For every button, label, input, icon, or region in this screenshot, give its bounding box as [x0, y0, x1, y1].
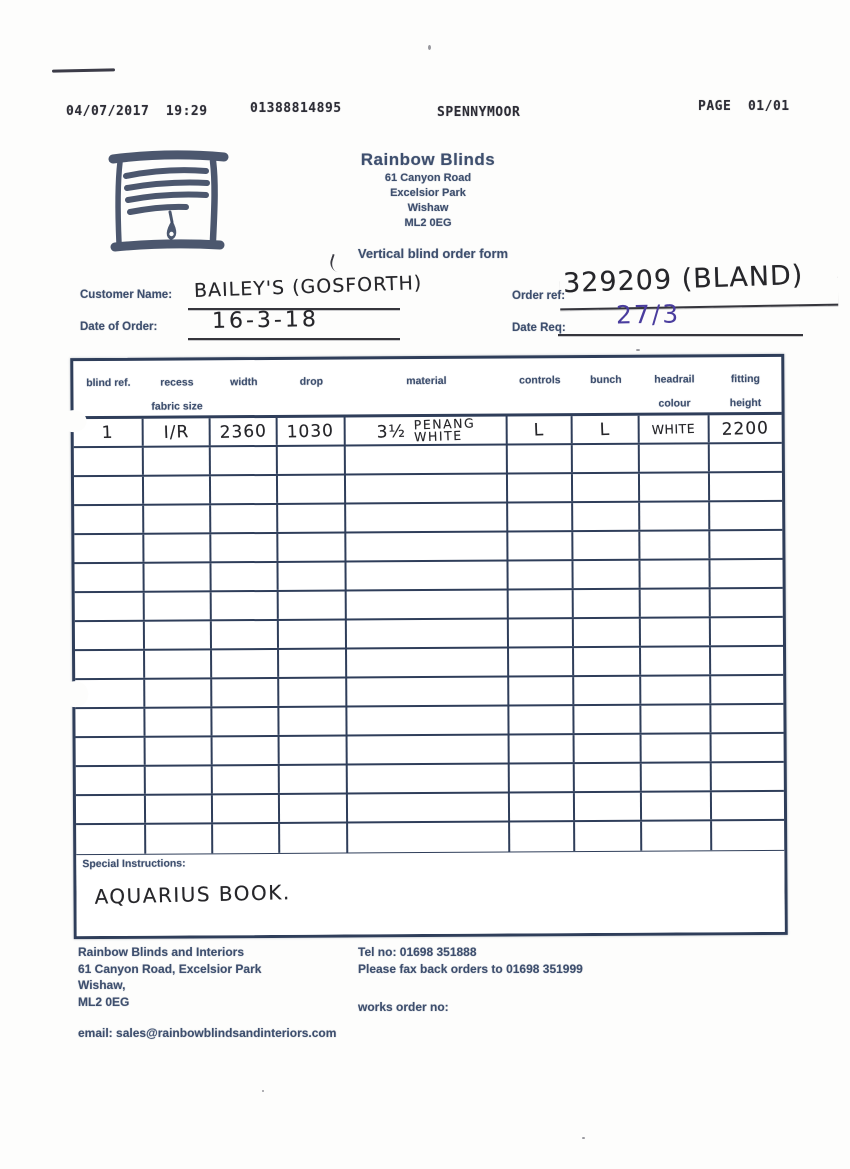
grid-cell: I/R: [144, 418, 211, 445]
grid-cell: [213, 766, 280, 793]
material-colour: WHITE: [413, 427, 463, 444]
fax-sender-number: 01388814895: [250, 101, 342, 116]
grid-cell: [712, 763, 784, 790]
date-req-field: [558, 308, 803, 336]
grid-cell: [74, 506, 144, 533]
address-line: Wishaw: [407, 202, 449, 214]
grid-cell: [346, 533, 508, 561]
hole-punch: [61, 410, 87, 432]
customer-name-label: Customer Name:: [80, 289, 173, 301]
grid-cell: [640, 444, 710, 471]
grid-cell: [508, 445, 573, 472]
footer-line: Rainbow Blinds and Interiors: [78, 945, 245, 959]
grid-cell: [278, 563, 346, 590]
grid-cell: [279, 679, 347, 706]
table-row: [74, 531, 782, 564]
grid-cell: [347, 649, 509, 677]
grid-cell: [642, 821, 712, 850]
grid-cell: [640, 560, 710, 587]
grid-cell: [144, 447, 211, 474]
grid-cell: [212, 621, 279, 648]
footer-email: email: sales@rainbowblindsandinteriors.com: [78, 1026, 337, 1040]
works-order-label: works order no:: [358, 1000, 449, 1014]
grid-cell: [710, 560, 782, 587]
grid-cell: [711, 647, 783, 674]
grid-cell: [573, 532, 640, 559]
table-row: [76, 792, 784, 825]
grid-cell: [573, 503, 640, 530]
grid-cell: [145, 650, 212, 677]
grid-cell: [573, 474, 640, 501]
grid-cell: [211, 476, 278, 503]
grid-cell: [509, 677, 574, 704]
column-header: width: [230, 376, 258, 389]
grid-cell: [75, 622, 145, 649]
table-row: [75, 676, 783, 709]
grid-cell: [640, 415, 710, 442]
table-row: [74, 502, 782, 535]
grid-cell: [711, 589, 783, 616]
grid-cell: [76, 767, 146, 794]
grid-cell: [710, 444, 782, 471]
date-req-label: Date Req:: [512, 322, 566, 334]
order-grid: [74, 415, 785, 854]
grid-cell: [510, 764, 575, 791]
date-req-value: 27/3: [615, 299, 681, 330]
grid-cell: [213, 737, 280, 764]
grid-cell: [346, 504, 508, 532]
grid-cell: [642, 792, 712, 819]
grid-cell: [145, 679, 212, 706]
column-header: drop: [299, 375, 324, 388]
grid-cell: [348, 736, 510, 764]
material-size: 3½: [376, 421, 406, 443]
special-instructions-label: Special Instructions:: [82, 857, 186, 871]
grid-cell: [76, 825, 146, 854]
column-header: blind ref.: [86, 376, 131, 390]
grid-cell: [573, 445, 640, 472]
grid-cell: [711, 618, 783, 645]
grid-cell: [641, 676, 711, 703]
grid-cell: [510, 793, 575, 820]
grid-cell: [712, 821, 784, 850]
grid-cell: [75, 651, 145, 678]
grid-cell: [510, 735, 575, 762]
grid-cell: [145, 592, 212, 619]
scan-speck: [636, 349, 640, 351]
grid-cell: [348, 765, 510, 793]
headrail-colour-value: WHITE: [651, 420, 696, 438]
grid-cell: [573, 561, 640, 588]
grid-cell: [712, 734, 784, 761]
pen-dash-mark: [52, 68, 115, 72]
company-address: [328, 171, 528, 230]
grid-cell: [278, 505, 346, 532]
grid-cell: [347, 678, 509, 706]
grid-cell: [75, 709, 145, 736]
grid-cell: [146, 766, 213, 793]
column-header: fitting height: [729, 372, 762, 410]
form-title: Vertical blind order form: [357, 246, 509, 261]
grid-cell: 1: [74, 419, 144, 446]
table-row: [75, 618, 783, 651]
special-instructions-value: AQUARIUS BOOK.: [94, 880, 291, 909]
table-row: [75, 705, 783, 738]
column-header: controls: [519, 374, 561, 387]
grid-cell: [146, 795, 213, 822]
grid-cell: [574, 648, 641, 675]
footer-line: ML2 0EG: [78, 994, 130, 1009]
footer-fax-back: Please fax back orders to 01698 351999: [358, 961, 583, 976]
material-name: PENANG: [413, 414, 476, 432]
address-line: ML2 0EG: [404, 217, 452, 229]
grid-cell: 2360: [211, 418, 278, 445]
date-of-order-label: Date of Order:: [80, 321, 158, 333]
grid-cell: [710, 502, 782, 529]
table-row: [74, 415, 782, 448]
grid-cell: [508, 532, 573, 559]
grid-cell: [641, 618, 711, 645]
grid-cell: [641, 647, 711, 674]
grid-cell: [575, 793, 642, 820]
grid-cell: [640, 502, 710, 529]
grid-cell: [508, 503, 573, 530]
footer-contact-block: [358, 944, 583, 977]
grid-cell: [640, 531, 710, 558]
column-header: headrail colour: [654, 373, 695, 410]
grid-cell: [575, 764, 642, 791]
grid-cell: [509, 590, 574, 617]
grid-cell: [145, 708, 212, 735]
scan-speck: [582, 1137, 585, 1139]
grid-cell: [346, 562, 508, 590]
grid-cell: [213, 824, 280, 853]
grid-cell: [278, 476, 346, 503]
address-line: Excelsior Park: [390, 187, 466, 199]
grid-cell: [279, 707, 347, 734]
grid-cell: [278, 534, 346, 561]
grid-cell: [74, 477, 144, 504]
grid-cell: [710, 473, 782, 500]
grid-cell: [510, 822, 575, 851]
table-row: [74, 473, 782, 506]
address-line: 61 Canyon Road: [384, 172, 472, 184]
grid-cell: [212, 650, 279, 677]
grid-cell: [347, 707, 509, 735]
special-instructions-section: [76, 850, 784, 936]
grid-cell: [509, 648, 574, 675]
grid-cell: [144, 476, 211, 503]
grid-cell: [574, 619, 641, 646]
grid-cell: [144, 534, 211, 561]
grid-cell: [346, 475, 508, 503]
fax-station-name: SPENNYMOOR: [437, 105, 521, 120]
grid-cell: [641, 589, 711, 616]
scan-speck: [262, 1090, 264, 1092]
column-header: bunch: [590, 373, 622, 387]
grid-cell: [346, 446, 508, 474]
grid-cell: [508, 474, 573, 501]
grid-cell: 2200: [721, 417, 770, 440]
grid-cell: [211, 447, 278, 474]
footer-company-block: [78, 944, 261, 1010]
grid-cell: [508, 561, 573, 588]
grid-cell: [74, 535, 144, 562]
grid-cell: [144, 563, 211, 590]
grid-cell: 1030: [278, 418, 346, 445]
table-row: [75, 647, 783, 680]
grid-cell: [640, 473, 710, 500]
fax-page-indicator: PAGE 01/01: [698, 99, 790, 114]
grid-cell: [575, 822, 642, 851]
grid-cell: [212, 592, 279, 619]
table-row: [75, 589, 783, 622]
table-row: [74, 560, 782, 593]
column-header: recess fabric size: [151, 376, 203, 413]
grid-cell: [575, 735, 642, 762]
grid-cell: [348, 794, 510, 822]
grid-cell: [74, 564, 144, 591]
company-name: Rainbow Blinds: [360, 150, 496, 169]
order-table: [70, 354, 788, 939]
grid-cell: [711, 705, 783, 732]
grid-cell: [146, 737, 213, 764]
footer-line: 61 Canyon Road, Excelsior Park: [78, 961, 262, 976]
grid-cell: [641, 705, 711, 732]
grid-cell: [279, 592, 347, 619]
order-ref-value: 329209 (BLAND): [562, 259, 804, 300]
grid-cell: [212, 708, 279, 735]
grid-cell: [75, 593, 145, 620]
grid-cell: [710, 531, 782, 558]
grid-cell: [346, 414, 508, 445]
date-of-order-value: 16-3-18: [211, 307, 320, 334]
footer-line: Wishaw,: [78, 978, 126, 992]
grid-cell: [280, 823, 348, 852]
grid-cell: [574, 706, 641, 733]
grid-cell: [278, 447, 346, 474]
column-header: material: [406, 374, 447, 388]
table-row: [76, 734, 784, 767]
table-row: [76, 821, 784, 854]
grid-cell: [74, 448, 144, 475]
grid-cell: [279, 621, 347, 648]
grid-cell: [347, 591, 509, 619]
grid-cell: [144, 505, 211, 532]
scan-speck: [428, 45, 431, 50]
hole-punch: [62, 681, 88, 707]
grid-cell: [509, 706, 574, 733]
grid-cell: [211, 534, 278, 561]
grid-cell: [280, 765, 348, 792]
customer-name-value: BAILEY'S (GOSFORTH): [193, 272, 423, 302]
table-header-row: [73, 357, 781, 419]
order-ref-label: Order ref:: [512, 290, 566, 302]
grid-cell: [211, 505, 278, 532]
grid-cell: [347, 620, 509, 648]
grid-cell: [642, 734, 712, 761]
grid-cell: [509, 619, 574, 646]
blind-logo-icon: [106, 148, 232, 261]
grid-cell: [711, 676, 783, 703]
grid-cell: [280, 736, 348, 763]
fax-datetime: 04/07/2017 19:29: [66, 104, 208, 119]
company-header: [328, 150, 528, 230]
grid-cell: [712, 792, 784, 819]
footer-tel: Tel no: 01698 351888: [358, 945, 477, 959]
grid-cell: [348, 823, 510, 853]
grid-cell: [146, 824, 213, 853]
grid-cell: L: [573, 416, 640, 443]
grid-cell: [76, 796, 146, 823]
grid-cell: [213, 795, 280, 822]
table-row: [76, 763, 784, 796]
grid-cell: [145, 621, 212, 648]
grid-cell: [574, 590, 641, 617]
grid-cell: [642, 763, 712, 790]
grid-cell: [212, 679, 279, 706]
grid-cell: [574, 677, 641, 704]
grid-cell: L: [508, 416, 573, 443]
grid-cell: [279, 650, 347, 677]
table-row: [74, 444, 782, 477]
grid-cell: [280, 794, 348, 821]
grid-cell: [76, 738, 146, 765]
grid-cell: [211, 563, 278, 590]
